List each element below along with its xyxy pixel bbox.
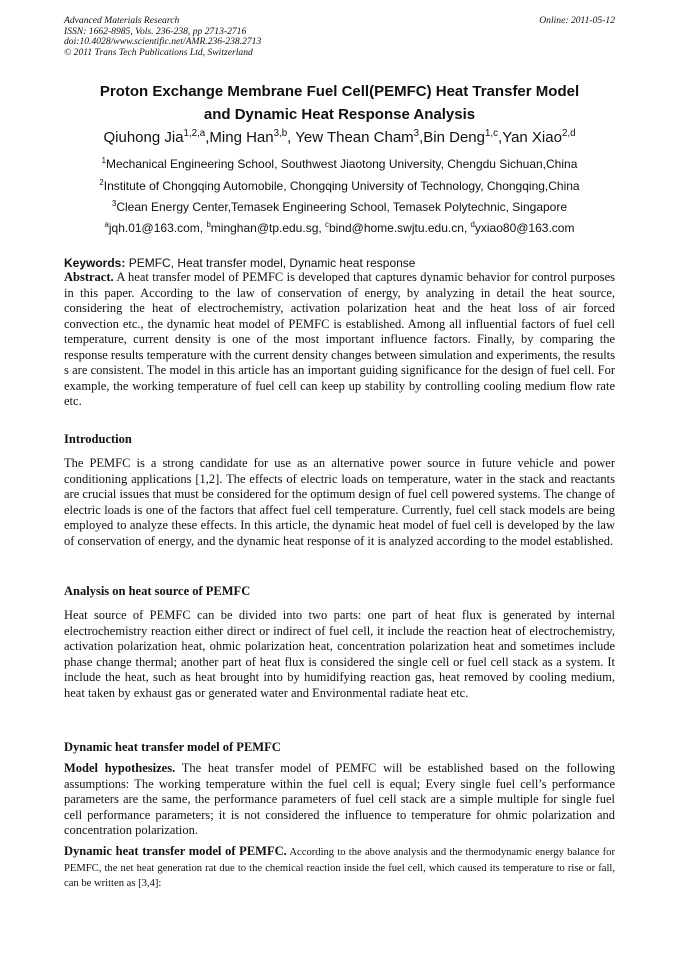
copyright-line: © 2011 Trans Tech Publications Ltd, Switzerland: [64, 46, 253, 58]
section-heading-introduction: Introduction: [64, 432, 132, 446]
online-date: Online: 2011-05-12: [539, 15, 615, 26]
doi-line: doi:10.4028/www.scientific.net/AMR.236-238.2713: [64, 36, 262, 48]
model-text: According to the above analysis and the thermodynamic energy balance for PEMFC, the net heat generation rat due to the chemical reaction inside the fuel cell, which caused its temperature to rise or fall, can be written as [3,4]:: [64, 847, 615, 890]
abstract-label: Abstract.: [64, 270, 114, 284]
author: Ming Han$^{3,b}$,: [209, 128, 296, 146]
author: Bin Deng$^{1,c}$,: [423, 128, 503, 146]
email-link[interactable]: bind@home.swjtu.edu.cn,: [328, 221, 471, 235]
email-link[interactable]: jqh.01@163.com,: [108, 221, 207, 235]
section-heading-heat-source: Analysis on heat source of PEMFC: [64, 584, 251, 598]
title-line-1: Proton Exchange Membrane Fuel Cell(PEMFC) Heat Transfer Model: [99, 83, 580, 100]
model-label: Dynamic heat transfer model of PEMFC.: [64, 844, 287, 858]
abstract-text: A heat transfer model of PEMFC is developed that captures dynamic behavior for control purposes in this paper. According to the law of conservation of energy, by analyzing in detail the heat source, considering the heat of electrochemistry, activation polarization heat and the heat loss of air forced convection etc., the dynamic heat model of PEMFC is established. Among all influential factors of fuel cell temperature, current density is one of the most important influence factors. Finally, by comparing the response results temperature with the current density changes between simulation and experiments, the results s are consistent. The model in this article has an important guiding significance for the design of fuel cell. For example, the working temperature of fuel cell can keep up stability by controlling cooling medium flow rate etc.: [64, 270, 615, 408]
hypotheses-text: The heat transfer model of PEMFC will be established based on the following assumptions: The working temperature within the fuel cell is equal; Every single fuel cell’s performance parameters are the same, the performance parameters of fuel cell stack are a simple multiple for single fuel cell performance parameters; it is not considered the influence to temperature for ohmic polarization and concentration polarization.: [64, 761, 615, 837]
model-paragraph: [64, 844, 615, 891]
section-heading-dynamic-model: Dynamic heat transfer model of PEMFC: [64, 740, 281, 754]
author: Yew Thean Cham$^3$,: [295, 128, 424, 146]
affiliation: $^3$Clean Energy Center,Temasek Engineering School, Temasek Polytechnic, Singapore: [111, 199, 568, 214]
keywords: [64, 256, 615, 270]
issn-line: ISSN: 1662-8985, Vols. 236-238, pp 2713-2716: [64, 25, 247, 37]
journal-header: [64, 16, 615, 58]
hypotheses-label: Model hypothesizes.: [64, 761, 176, 775]
title-line-2: and Dynamic Heat Response Analysis: [203, 106, 476, 123]
affiliation: $^1$Mechanical Engineering School, Southwest Jiaotong University, Chengdu Sichuan,China: [101, 156, 578, 171]
journal-name: Advanced Materials Research: [64, 15, 180, 26]
author: Qiuhong Jia$^{1,2,a}$,: [103, 128, 210, 146]
author: Yan Xiao$^{2,d}$: [502, 128, 576, 146]
email-link[interactable]: minghan@tp.edu.sg,: [210, 221, 326, 235]
abstract: [64, 270, 615, 410]
affiliation: $^2$Institute of Chongqing Automobile, Chongqing University of Technology, Chongqing,China: [99, 178, 580, 193]
paper-title: [64, 80, 615, 126]
model-hypotheses-paragraph: [64, 761, 615, 839]
heat-source-paragraph: Heat source of PEMFC can be divided into two parts: one part of heat flux is generated by internal electrochemistry reaction either direct or indirect of fuel cell, it include the reaction heat of electrochemistry, activation polarization heat, ohmic polarization heat, concentration polarization heat and sometimes include phase change thermal; another part of heat flux is considered the single cell or fuel cell stack as a system. It include the heat, such as heat brought into by humidifying reaction gas, heat removed by cooling medium, heat taken by exhaust gas or generated water and Environmental radiate heat etc.: [64, 608, 615, 700]
email-link[interactable]: yxiao80@163.com: [474, 221, 575, 235]
author-emails: $^a$jqh.01@163.com, $^b$minghan@tp.edu.sg, $^c$bind@home.swjtu.edu.cn, $^d$yxiao80@163.com: [104, 220, 575, 235]
introduction-paragraph: The PEMFC is a strong candidate for use as an alternative power source in future vehicle and power conditioning applications [1,2]. The effects of electric loads on temperature, water in the stack and reactants are crucial issues that must be considered for the optimum design of fuel cell powered systems. The change of electric loads is one of the factors that affect fuel cell temperature. Currently, fuel cell stack models are being employed to analyze these effects. In this article, the dynamic heat model of fuel cell is developed by the law of conservation of energy, and the dynamic heat response of it is analyzed according to the model established.: [64, 456, 615, 548]
keywords-label: Keywords:: [64, 256, 126, 270]
keywords-text: PEMFC, Heat transfer model, Dynamic heat response: [125, 256, 416, 270]
author-list: [64, 128, 615, 148]
